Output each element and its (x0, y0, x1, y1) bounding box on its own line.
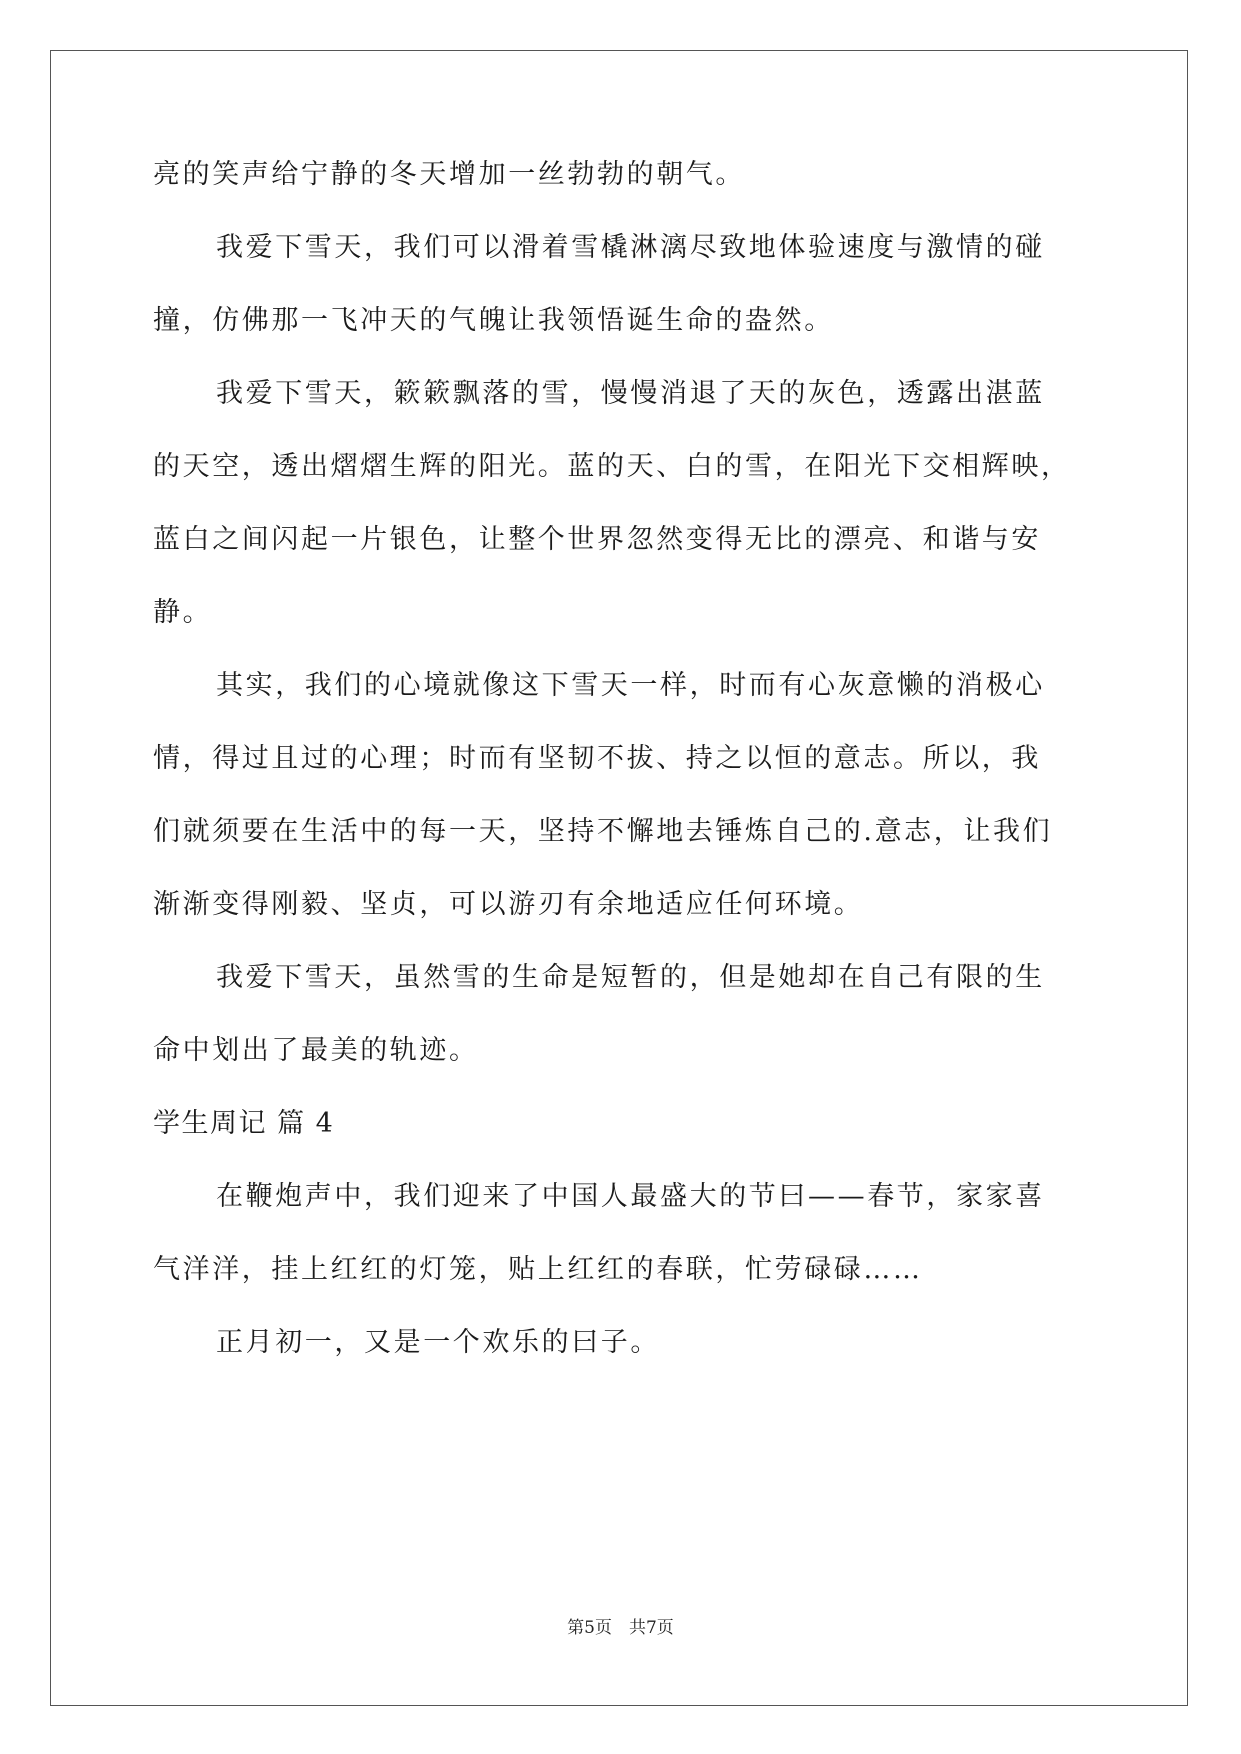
paragraph-start-line: 在鞭炮声中，我们迎来了中国人最盛大的节曰——春节，家家喜 (216, 1181, 1045, 1212)
page-border (50, 50, 1188, 1706)
text-line: 亮的笑声给宁静的冬天增加一丝勃勃的朝气。 (153, 159, 745, 190)
paragraph-start-line: 我爱下雪天，簌簌飘落的雪，慢慢消退了天的灰色，透露出湛蓝 (216, 378, 1045, 409)
text-line: 蓝白之间闪起一片银色，让整个世界忽然变得无比的漂亮、和谐与安 (153, 524, 1041, 555)
page-number: 第5页 共7页 (567, 1618, 674, 1638)
paragraph-start-line: 其实，我们的心境就像这下雪天一样，时而有心灰意懒的消极心 (216, 670, 1045, 701)
paragraph-start-line: 我爱下雪天，我们可以滑着雪橇淋漓尽致地体验速度与激情的碰 (216, 232, 1045, 263)
text-line: 的天空，透出熠熠生辉的阳光。蓝的天、白的雪，在阳光下交相辉映， (153, 451, 1071, 482)
text-line: 静。 (153, 597, 213, 628)
text-line: 们就须要在生活中的每一天，坚持不懈地去锤炼自己的.意志，让我们 (153, 816, 1053, 847)
section-heading: 学生周记 篇 4 (153, 1108, 335, 1139)
text-line: 撞，仿佛那一飞冲天的气魄让我领悟诞生命的盎然。 (153, 305, 834, 336)
paragraph-start-line: 正月初一，又是一个欢乐的曰子。 (216, 1327, 660, 1358)
paragraph-start-line: 我爱下雪天，虽然雪的生命是短暂的，但是她却在自己有限的生 (216, 962, 1045, 993)
text-line: 渐渐变得刚毅、坚贞，可以游刃有余地适应任何环境。 (153, 889, 864, 920)
text-line: 命中划出了最美的轨迹。 (153, 1035, 479, 1066)
text-line: 气洋洋，挂上红红的灯笼，贴上红红的春联，忙劳碌碌…… (153, 1254, 923, 1285)
text-line: 情，得过且过的心理；时而有坚韧不拔、持之以恒的意志。所以，我 (153, 743, 1041, 774)
